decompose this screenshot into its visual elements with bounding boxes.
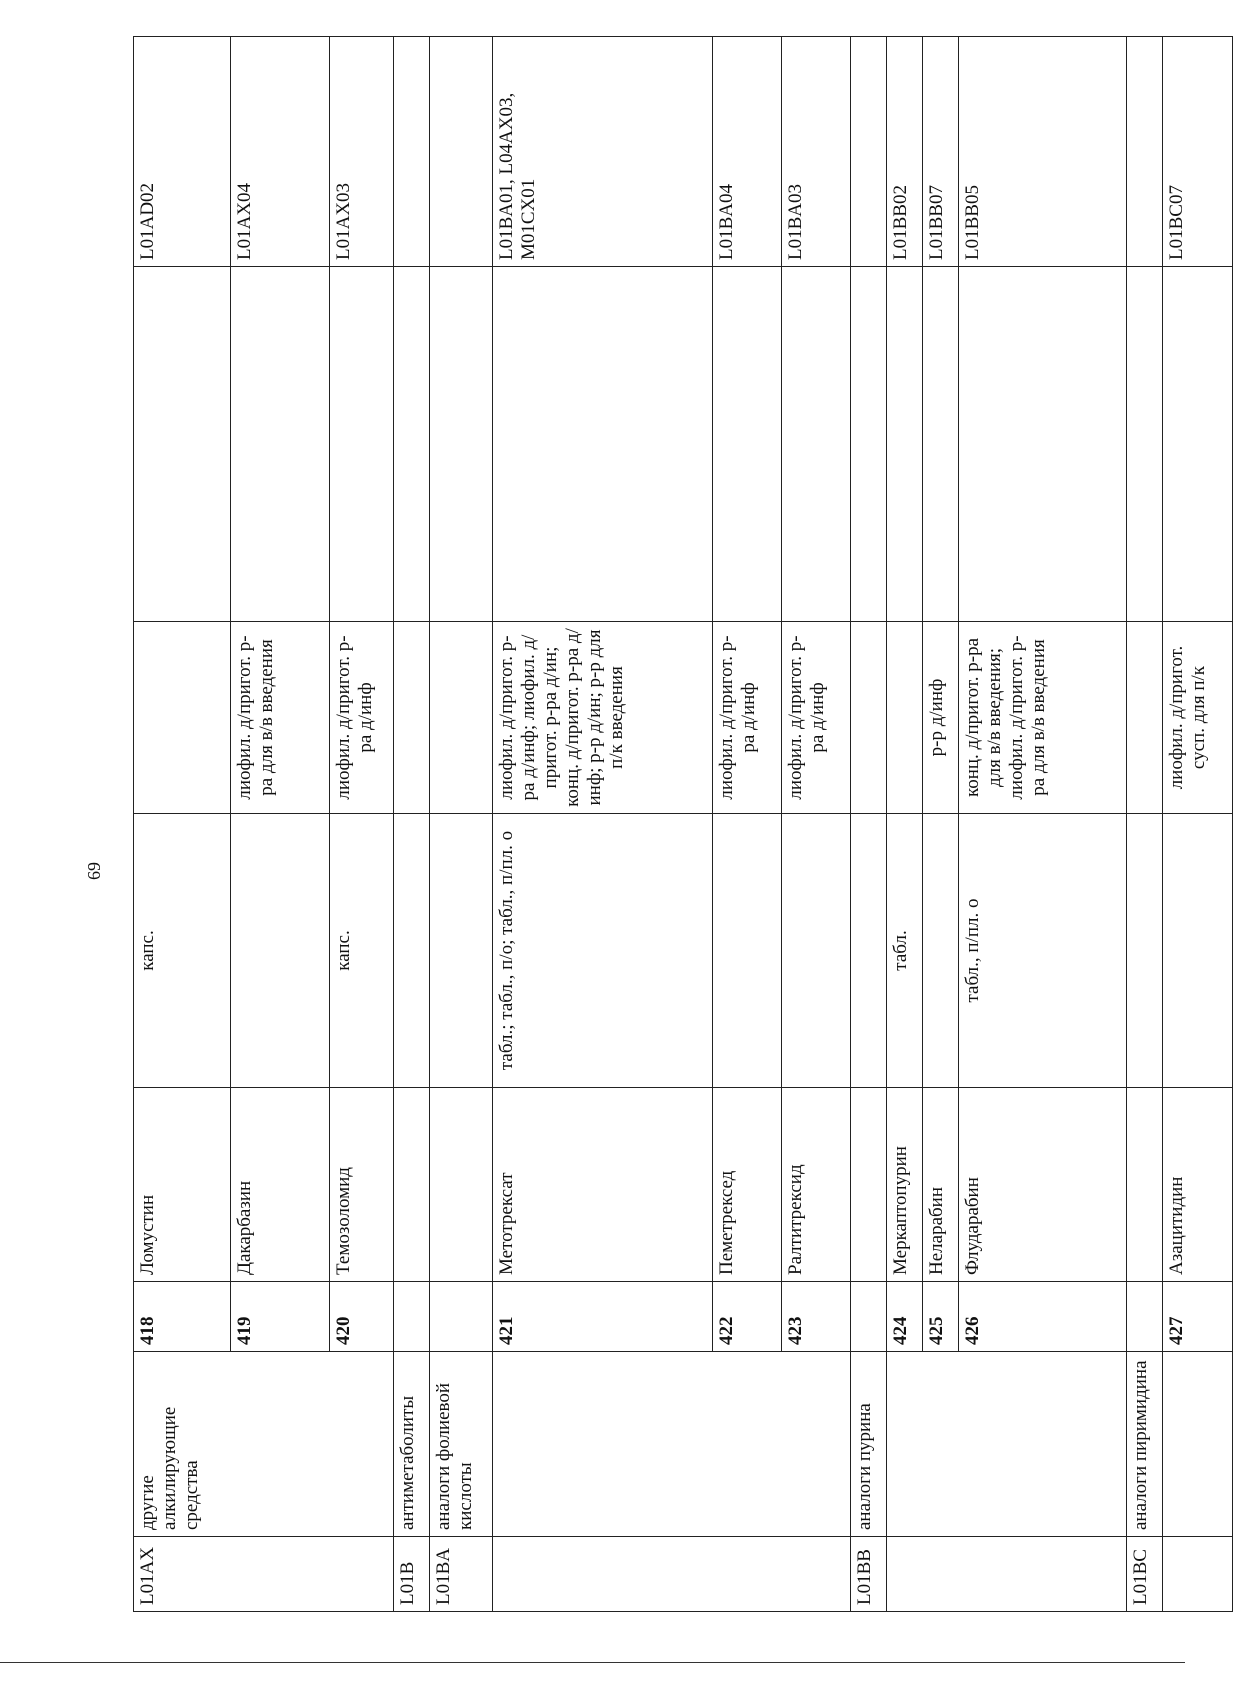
drug-name: Азацитидин [1163, 1088, 1233, 1282]
oral-forms [1163, 814, 1233, 1088]
other-forms [959, 267, 1127, 622]
other-forms [134, 267, 231, 622]
atc-code: L01AD02 [134, 37, 231, 267]
scan-edge-line [0, 1662, 1185, 1663]
atc-code: L01AX03 [330, 37, 393, 267]
drug-name: Меркаптопурин [887, 1088, 923, 1282]
oral-forms [781, 814, 851, 1088]
table-row [851, 37, 887, 1612]
oral-forms [713, 814, 781, 1088]
item-number: 425 [923, 1282, 959, 1352]
empty-cell [429, 1282, 492, 1352]
other-forms [1163, 267, 1233, 622]
empty-cell [393, 1282, 429, 1352]
injectable-forms: р-р д/инф [923, 622, 959, 814]
drug-name: Пеметрексед [713, 1088, 781, 1282]
empty-cell [393, 267, 429, 622]
item-number: 420 [330, 1282, 393, 1352]
table-row [887, 37, 923, 1612]
atc-group-name: антиметаболиты [393, 1352, 429, 1537]
empty-cell [1127, 814, 1163, 1088]
atc-group-code: L01BA [429, 1537, 492, 1612]
empty-cell [429, 622, 492, 814]
atc-code: L01BA03 [781, 37, 851, 267]
table-row [134, 37, 231, 1612]
empty-cell [851, 1282, 887, 1352]
empty-cell [1127, 1282, 1163, 1352]
item-number: 424 [887, 1282, 923, 1352]
drug-name: Ралтитрексид [781, 1088, 851, 1282]
drug-name: Дакарбазин [230, 1088, 329, 1282]
atc-group-name [493, 1352, 851, 1537]
injectable-forms: лиофил. д/пригот. р-ра д/инф; лиофил. д/пригот. р-ра д/ин; конц. д/пригот. р-ра д/инф; р-р д/ин; р-р для п/к введения [493, 622, 713, 814]
drug-list-table [133, 36, 1233, 1612]
atc-group-code: L01BC [1127, 1537, 1163, 1612]
oral-forms [230, 814, 329, 1088]
oral-forms: табл.; табл., п/о; табл., п/пл. о [493, 814, 713, 1088]
other-forms [887, 267, 923, 622]
empty-cell [851, 1088, 887, 1282]
atc-code: L01AX04 [230, 37, 329, 267]
table-row [393, 37, 429, 1612]
drug-name: Неларабин [923, 1088, 959, 1282]
empty-cell [1127, 622, 1163, 814]
drug-name: Ломустин [134, 1088, 231, 1282]
empty-cell [1127, 267, 1163, 622]
oral-forms [923, 814, 959, 1088]
injectable-forms: лиофил. д/пригот. сусп. для п/к [1163, 622, 1233, 814]
atc-code: L01BB05 [959, 37, 1127, 267]
empty-cell [429, 814, 492, 1088]
empty-cell [851, 814, 887, 1088]
empty-cell [1127, 37, 1163, 267]
oral-forms: капс. [134, 814, 231, 1088]
other-forms [330, 267, 393, 622]
table-row [493, 37, 713, 1612]
atc-code: L01BB02 [887, 37, 923, 267]
injectable-forms [887, 622, 923, 814]
item-number: 423 [781, 1282, 851, 1352]
other-forms [230, 267, 329, 622]
oral-forms: капс. [330, 814, 393, 1088]
injectable-forms: конц. д/пригот. р-ра для в/в введения; лиофил. д/пригот. р-ра для в/в введения [959, 622, 1127, 814]
item-number: 426 [959, 1282, 1127, 1352]
atc-code: L01BA04 [713, 37, 781, 267]
table-row [1127, 37, 1163, 1612]
oral-forms: табл. [887, 814, 923, 1088]
injectable-forms: лиофил. д/пригот. р-ра д/инф [781, 622, 851, 814]
atc-group-name: аналоги пурина [851, 1352, 887, 1537]
atc-code: L01BA01, L04AX03, M01CX01 [493, 37, 713, 267]
empty-cell [393, 622, 429, 814]
atc-group-name [887, 1352, 1127, 1537]
injectable-forms: лиофил. д/пригот. р-ра д/инф [713, 622, 781, 814]
atc-group-name [1163, 1352, 1233, 1537]
item-number: 427 [1163, 1282, 1233, 1352]
item-number: 419 [230, 1282, 329, 1352]
injectable-forms: лиофил. д/пригот. р-ра д/инф [330, 622, 393, 814]
empty-cell [429, 37, 492, 267]
injectable-forms: лиофил. д/пригот. р-ра для в/в введения [230, 622, 329, 814]
empty-cell [851, 267, 887, 622]
atc-code: L01BB07 [923, 37, 959, 267]
empty-cell [851, 37, 887, 267]
other-forms [493, 267, 713, 622]
item-number: 421 [493, 1282, 713, 1352]
drug-name: Метотрексат [493, 1088, 713, 1282]
page-number: 69 [84, 862, 104, 880]
atc-group-code: L01AX [134, 1537, 394, 1612]
drug-name: Темозоломид [330, 1088, 393, 1282]
empty-cell [429, 1088, 492, 1282]
atc-group-name: аналоги пиримидина [1127, 1352, 1163, 1537]
atc-group-name: аналоги фолиевой кислоты [429, 1352, 492, 1537]
other-forms [781, 267, 851, 622]
oral-forms: табл., п/пл. о [959, 814, 1127, 1088]
empty-cell [1127, 1088, 1163, 1282]
rotated-table-container [133, 37, 1233, 1612]
atc-group-code: L01B [393, 1537, 429, 1612]
other-forms [923, 267, 959, 622]
atc-group-code [493, 1537, 851, 1612]
atc-group-code [1163, 1537, 1233, 1612]
drug-name: Флударабин [959, 1088, 1127, 1282]
empty-cell [393, 814, 429, 1088]
item-number: 422 [713, 1282, 781, 1352]
item-number: 418 [134, 1282, 231, 1352]
empty-cell [393, 37, 429, 267]
empty-cell [429, 267, 492, 622]
atc-group-code [887, 1537, 1127, 1612]
other-forms [713, 267, 781, 622]
atc-group-code: L01BB [851, 1537, 887, 1612]
empty-cell [393, 1088, 429, 1282]
table-row [1163, 37, 1233, 1612]
injectable-forms [134, 622, 231, 814]
atc-code: L01BC07 [1163, 37, 1233, 267]
atc-group-name: другие алкилирующие средства [134, 1352, 394, 1537]
empty-cell [851, 622, 887, 814]
table-row [429, 37, 492, 1612]
